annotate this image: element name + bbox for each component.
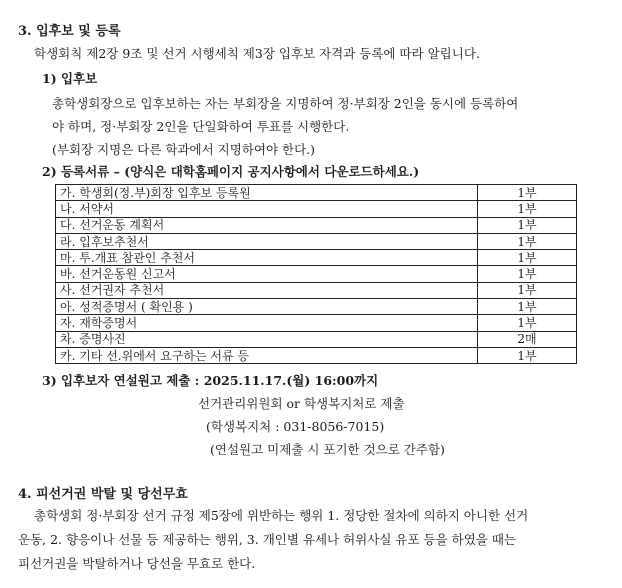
table-row: [56, 299, 577, 315]
table-row: [56, 201, 577, 217]
table-row: [56, 217, 577, 233]
document-name: 마. 투.개표 참관인 추천서: [56, 250, 478, 266]
documents-heading: 2) 등록서류 – (양식은 대학홈페이지 공지사항에서 다운로드하세요.): [42, 164, 420, 179]
document-quantity: 1부: [478, 299, 577, 315]
candidacy-body-line1: 총학생회장으로 입후보하는 자는 부회장을 지명하여 정·부회장 2인을 동시에 등록하여: [52, 96, 519, 111]
table-row: [56, 250, 577, 266]
document-quantity: 1부: [478, 185, 577, 201]
table-row: [56, 266, 577, 282]
document-quantity: 1부: [478, 347, 577, 363]
document-quantity: 1부: [478, 282, 577, 298]
candidacy-note: (부회장 지명은 다른 학과에서 지명하여야 한다.): [52, 142, 316, 157]
speech-submit-to: 선거관리위원회 or 학생복지처로 제출: [198, 396, 405, 411]
section3-heading: 3. 입후보 및 등록: [18, 24, 121, 39]
document-quantity: 2매: [478, 331, 577, 347]
table-row: [56, 331, 577, 347]
document-quantity: 1부: [478, 201, 577, 217]
document-name: 바. 선거운동원 신고서: [56, 266, 478, 282]
table-row: [56, 185, 577, 201]
document-name: 사. 선거권자 추천서: [56, 282, 478, 298]
speech-contact: (학생복지처 : 031-8056-7015): [206, 419, 385, 434]
section4-line1: 총학생회 정·부회장 선거 규정 제5장에 위반하는 행위 1. 정당한 절차에 의하지 아니한 선거: [34, 508, 529, 523]
section4-line3: 피선거권을 박탈하거나 당선을 무효로 한다.: [18, 556, 256, 571]
speech-deadline: 3) 입후보자 연설원고 제출 : 2025.11.17.(월) 16:00까지: [42, 373, 379, 388]
document-quantity: 1부: [478, 315, 577, 331]
document-quantity: 1부: [478, 217, 577, 233]
table-row: [56, 315, 577, 331]
document-name: 라. 입후보추천서: [56, 233, 478, 249]
candidacy-heading: 1) 입후보: [42, 71, 98, 86]
table-row: [56, 233, 577, 249]
section4-line2: 운동, 2. 향응이나 선물 등 제공하는 행위, 3. 개인별 유세나 허위사실 유포 등을 하였을 때는: [18, 532, 516, 547]
document-name: 나. 서약서: [56, 201, 478, 217]
candidacy-body-line2: 야 하며, 정·부회장 2인을 단일화하여 투표를 시행한다.: [52, 119, 350, 134]
document-name: 카. 기타 선.위에서 요구하는 서류 등: [56, 347, 478, 363]
document-name: 차. 증명사진: [56, 331, 478, 347]
table-row: [56, 347, 577, 363]
document-quantity: 1부: [478, 250, 577, 266]
table-row: [56, 282, 577, 298]
document-name: 다. 선거운동 계획서: [56, 217, 478, 233]
speech-note: (연설원고 미제출 시 포기한 것으로 간주함): [210, 442, 445, 457]
document-name: 아. 성적증명서 ( 확인용 ): [56, 299, 478, 315]
section3-intro: 학생회칙 제2장 9조 및 선거 시행세칙 제3장 입후보 자격과 등록에 따라 알립니다.: [34, 46, 480, 61]
document-name: 가. 학생회(정.부)회장 입후보 등록원: [56, 185, 478, 201]
document-quantity: 1부: [478, 266, 577, 282]
document-quantity: 1부: [478, 233, 577, 249]
document-name: 자. 재학증명서: [56, 315, 478, 331]
section4-heading: 4. 피선거권 박탈 및 당선무효: [18, 487, 188, 502]
documents-table: [55, 184, 577, 364]
